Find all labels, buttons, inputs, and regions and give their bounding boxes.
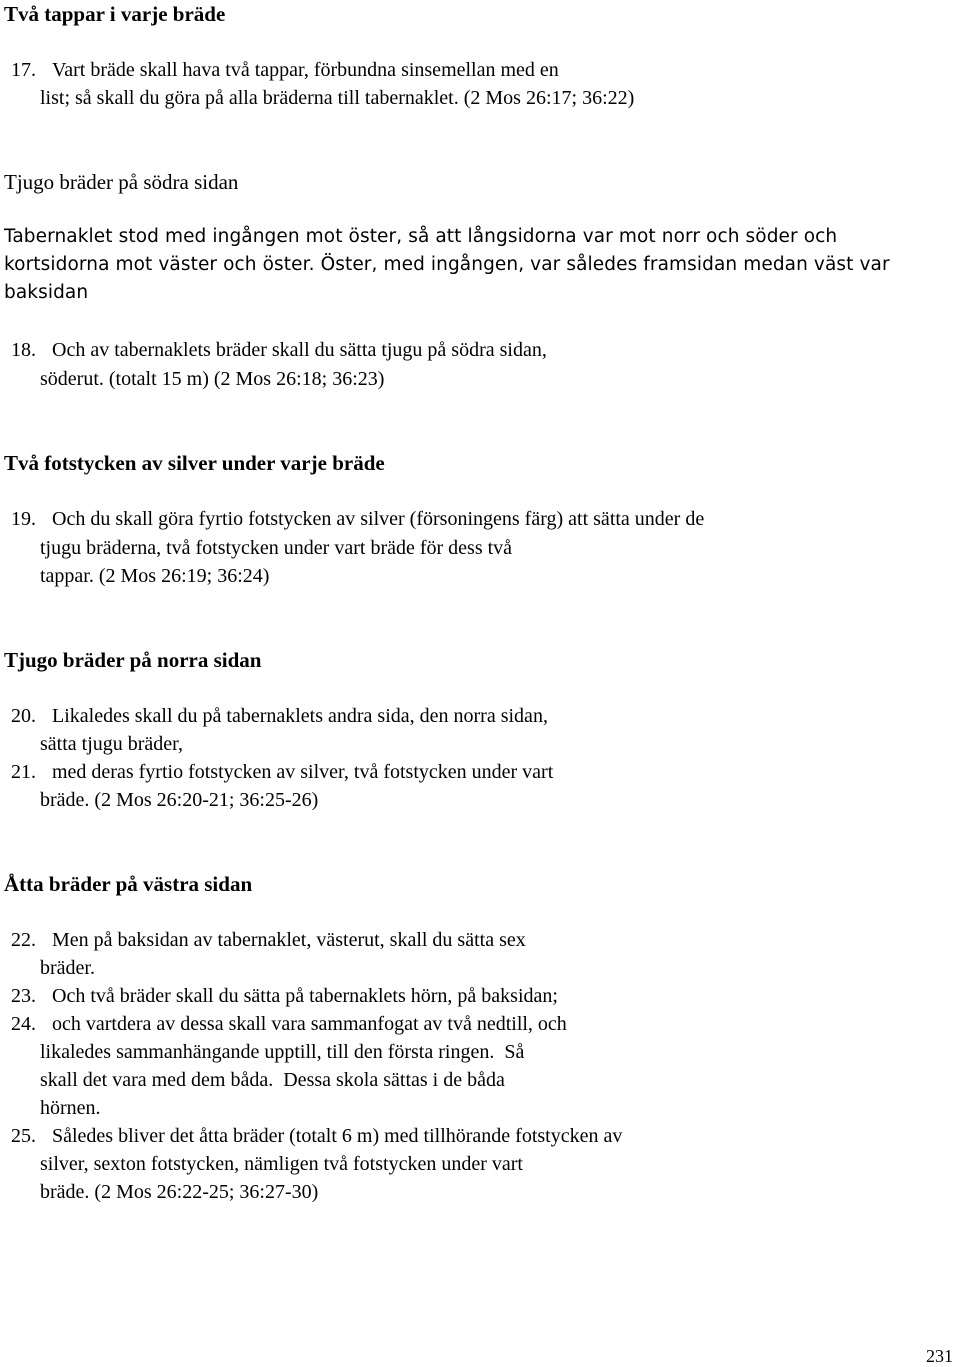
heading-tjugo-norra: Tjugo bräder på norra sidan xyxy=(4,648,262,672)
verse-18-line-2: söderut. (totalt 15 m) (2 Mos 26:18; 36:23) xyxy=(40,368,385,390)
heading-tva-fotstycken: Två fotstycken av silver under varje bräde xyxy=(4,451,385,475)
heading-atta-vastra: Åtta bräder på västra sidan xyxy=(4,872,253,896)
verse-23-line-1: Och två bräder skall du sätta på tabernaklets hörn, på baksidan; xyxy=(52,985,558,1007)
verse-number-17: 17. xyxy=(11,59,36,81)
verse-25-line-2: silver, sexton fotstycken, nämligen två fotstycken under vart xyxy=(40,1153,523,1175)
intro-line-1: Tabernaklet stod med ingången mot öster, så att långsidorna var mot norr och söder och xyxy=(4,226,838,247)
verse-21-line-2: bräde. (2 Mos 26:20-21; 36:25-26) xyxy=(40,789,319,811)
verse-number-24: 24. xyxy=(11,1013,36,1035)
verse-18-line-1: Och av tabernaklets bräder skall du sätta tjugu på södra sidan, xyxy=(52,339,547,361)
verse-number-19: 19. xyxy=(11,508,36,530)
intro-line-3: baksidan xyxy=(4,282,89,303)
verse-number-18: 18. xyxy=(11,339,36,361)
verse-20-line-2: sätta tjugu bräder, xyxy=(40,733,184,755)
verse-number-21: 21. xyxy=(11,761,36,783)
verse-17-line-2: list; så skall du göra på alla bräderna till tabernaklet. (2 Mos 26:17; 36:22) xyxy=(40,87,635,109)
verse-19-line-3: tappar. (2 Mos 26:19; 36:24) xyxy=(40,565,270,587)
verse-24-line-4: hörnen. xyxy=(40,1097,101,1119)
page-number: 231 xyxy=(926,1346,953,1366)
verse-21-line-1: med deras fyrtio fotstycken av silver, två fotstycken under vart xyxy=(52,761,554,783)
verse-number-22: 22. xyxy=(11,929,36,951)
verse-22-line-2: bräder. xyxy=(40,957,95,979)
verse-number-25: 25. xyxy=(11,1125,36,1147)
heading-tva-tappar: Två tappar i varje bräde xyxy=(4,2,226,26)
verse-17-line-1: Vart bräde skall hava två tappar, förbundna sinsemellan med en xyxy=(52,59,559,81)
verse-20-line-1: Likaledes skall du på tabernaklets andra sida, den norra sidan, xyxy=(52,705,548,727)
verse-24-line-2: likaledes sammanhängande upptill, till den första ringen. Så xyxy=(40,1041,525,1063)
verse-22-line-1: Men på baksidan av tabernaklet, västerut, skall du sätta sex xyxy=(52,929,526,951)
verse-19-line-2: tjugu bräderna, två fotstycken under vart bräde för dess två xyxy=(40,537,513,559)
verse-19-line-1: Och du skall göra fyrtio fotstycken av silver (försoningens färg) att sätta under de xyxy=(52,508,705,530)
intro-line-2: kortsidorna mot väster och öster. Öster, med ingången, var således framsidan medan väst var xyxy=(4,254,890,275)
heading-tjugo-sodra: Tjugo bräder på södra sidan xyxy=(4,170,239,194)
verse-number-20: 20. xyxy=(11,705,36,727)
verse-24-line-3: skall det vara med dem båda. Dessa skola sättas i de båda xyxy=(40,1069,505,1091)
verse-25-line-1: Således bliver det åtta bräder (totalt 6 m) med tillhörande fotstycken av xyxy=(52,1125,623,1147)
verse-25-line-3: bräde. (2 Mos 26:22-25; 36:27-30) xyxy=(40,1181,319,1203)
verse-24-line-1: och vartdera av dessa skall vara sammanfogat av två nedtill, och xyxy=(52,1013,567,1035)
verse-number-23: 23. xyxy=(11,985,36,1007)
